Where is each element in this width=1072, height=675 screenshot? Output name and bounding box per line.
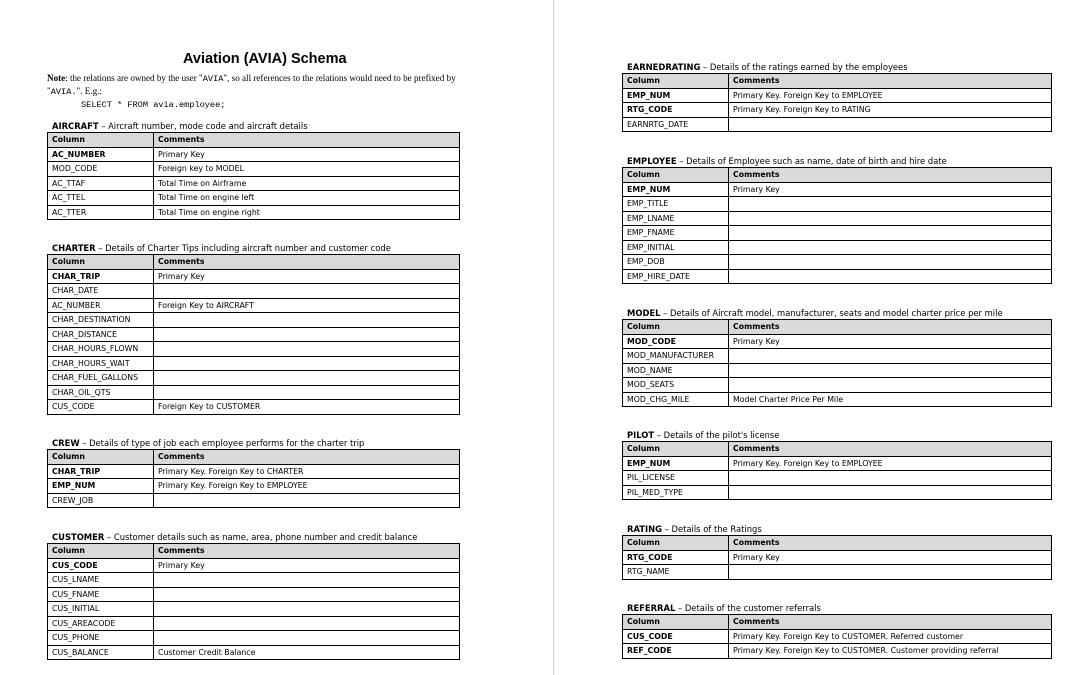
column-name-cell: CUS_INITIAL [48, 602, 154, 617]
schema-table [622, 167, 1052, 284]
header-comments: Comments [154, 255, 460, 270]
section-title [52, 438, 460, 448]
comment-cell: Primary Key. Foreign Key to CUSTOMER. Customer providing referral [729, 644, 1052, 659]
comment-cell [729, 211, 1052, 226]
comment-cell: Foreign key to MODEL [154, 162, 460, 177]
column-name-cell: CUS_PHONE [48, 631, 154, 646]
section-charter [47, 243, 460, 415]
table-row [48, 602, 460, 617]
table-row [623, 226, 1052, 241]
comment-cell: Primary Key [729, 182, 1052, 197]
column-name-cell: RTG_CODE [623, 103, 729, 118]
table-header-row [623, 74, 1052, 89]
header-column: Column [623, 168, 729, 183]
table-description: – Details of Charter Tips including aircraft number and customer code [95, 243, 391, 253]
section-pilot [622, 430, 1052, 500]
comment-cell [154, 327, 460, 342]
header-comments: Comments [729, 615, 1052, 630]
comment-cell: Model Charter Price Per Mile [729, 392, 1052, 407]
comment-cell: Primary Key. Foreign Key to EMPLOYEE [154, 479, 460, 494]
comment-cell: Foreign Key to CUSTOMER [154, 400, 460, 415]
comment-cell: Primary Key [729, 550, 1052, 565]
comment-cell [729, 117, 1052, 132]
table-description: – Details of Aircraft model, manufacturer, seats and model charter price per mile [660, 308, 1003, 318]
table-row [48, 371, 460, 386]
comment-cell [729, 226, 1052, 241]
column-name-cell: EMP_FNAME [623, 226, 729, 241]
section-employee [622, 156, 1052, 284]
note-owner: AVIA [202, 74, 224, 84]
column-name-cell: RTG_NAME [623, 565, 729, 580]
table-row [623, 334, 1052, 349]
table-row [48, 147, 460, 162]
table-row [623, 471, 1052, 486]
column-name-cell: CUS_CODE [48, 558, 154, 573]
table-row [48, 464, 460, 479]
comment-cell [154, 356, 460, 371]
header-comments: Comments [729, 74, 1052, 89]
column-name-cell: CHAR_TRIP [48, 269, 154, 284]
table-row [48, 327, 460, 342]
section-aircraft [47, 121, 460, 220]
note-paragraph [47, 72, 467, 111]
section-title [627, 524, 1052, 534]
comment-cell: Primary Key [154, 558, 460, 573]
section-title [627, 430, 1052, 440]
comment-cell [154, 342, 460, 357]
table-row [623, 644, 1052, 659]
column-name-cell: REF_CODE [623, 644, 729, 659]
table-row [623, 485, 1052, 500]
column-name-cell: PIL_MED_TYPE [623, 485, 729, 500]
table-header-row [623, 536, 1052, 551]
column-name-cell: CHAR_FUEL_GALLONS [48, 371, 154, 386]
table-description: – Details of the ratings earned by the employees [700, 62, 908, 72]
table-row [48, 205, 460, 220]
section-title [52, 532, 460, 542]
column-name-cell: CHAR_TRIP [48, 464, 154, 479]
header-column: Column [623, 615, 729, 630]
table-row [48, 385, 460, 400]
schema-table [622, 319, 1052, 407]
table-row [48, 176, 460, 191]
column-name-cell: EMP_HIRE_DATE [623, 269, 729, 284]
column-name-cell: MOD_CODE [623, 334, 729, 349]
table-name: REFERRAL [627, 603, 676, 613]
comment-cell [154, 371, 460, 386]
table-row [623, 456, 1052, 471]
header-column: Column [48, 450, 154, 465]
header-comments: Comments [729, 536, 1052, 551]
table-name: CUSTOMER [52, 532, 105, 542]
table-description: – Details of Employee such as name, date of birth and hire date [676, 156, 947, 166]
table-description: – Aircraft number, mode code and aircraft details [98, 121, 308, 131]
comment-cell [729, 197, 1052, 212]
table-row [48, 269, 460, 284]
table-header-row [48, 255, 460, 270]
column-name-cell: MOD_CHG_MILE [623, 392, 729, 407]
table-row [623, 378, 1052, 393]
column-name-cell: CHAR_DATE [48, 284, 154, 299]
column-name-cell: CREW_JOB [48, 493, 154, 508]
header-column: Column [623, 320, 729, 335]
column-name-cell: CUS_CODE [623, 629, 729, 644]
table-row [48, 616, 460, 631]
table-row [623, 550, 1052, 565]
section-title [52, 243, 460, 253]
comment-cell: Primary Key [729, 334, 1052, 349]
table-row [48, 191, 460, 206]
schema-table [47, 543, 460, 660]
column-name-cell: EMP_DOB [623, 255, 729, 270]
table-header-row [48, 133, 460, 148]
comment-cell: Primary Key [154, 269, 460, 284]
column-name-cell: RTG_CODE [623, 550, 729, 565]
comment-cell [154, 573, 460, 588]
table-description: – Details of type of job each employee performs for the charter trip [79, 438, 365, 448]
schema-table [47, 254, 460, 415]
header-comments: Comments [729, 168, 1052, 183]
schema-table [47, 132, 460, 220]
comment-cell: Foreign Key to AIRCRAFT [154, 298, 460, 313]
note-text-2: ", so all references to the relations would need to be prefixed by " [47, 73, 456, 96]
comment-cell: Primary Key [154, 147, 460, 162]
table-row [623, 349, 1052, 364]
comment-cell: Primary Key. Foreign Key to CUSTOMER. Referred customer [729, 629, 1052, 644]
table-description: – Details of the Ratings [662, 524, 762, 534]
table-header-row [623, 615, 1052, 630]
table-row [623, 363, 1052, 378]
schema-table [622, 614, 1052, 659]
column-name-cell: CHAR_DISTANCE [48, 327, 154, 342]
table-row [623, 392, 1052, 407]
table-row [48, 284, 460, 299]
header-comments: Comments [729, 442, 1052, 457]
table-row [48, 587, 460, 602]
table-row [48, 645, 460, 660]
comment-cell [729, 485, 1052, 500]
header-comments: Comments [729, 320, 1052, 335]
header-column: Column [623, 74, 729, 89]
comment-cell: Customer Credit Balance [154, 645, 460, 660]
column-name-cell: PIL_LICENSE [623, 471, 729, 486]
table-description: – Details of the customer referrals [675, 603, 821, 613]
comment-cell [729, 240, 1052, 255]
header-column: Column [623, 442, 729, 457]
table-row [623, 240, 1052, 255]
comment-cell: Total Time on engine left [154, 191, 460, 206]
table-row [48, 493, 460, 508]
comment-cell [729, 378, 1052, 393]
note-text-1: : the relations are owned by the user " [65, 73, 203, 83]
table-row [623, 182, 1052, 197]
column-name-cell: CUS_CODE [48, 400, 154, 415]
table-name: EMPLOYEE [627, 156, 677, 166]
column-name-cell: EMP_TITLE [623, 197, 729, 212]
column-name-cell: EMP_LNAME [623, 211, 729, 226]
header-comments: Comments [154, 544, 460, 559]
column-name-cell: EARNRTG_DATE [623, 117, 729, 132]
column-name-cell: AC_TTEL [48, 191, 154, 206]
column-name-cell: AC_TTAF [48, 176, 154, 191]
note-label: Note [47, 73, 66, 83]
column-name-cell: EMP_NUM [623, 88, 729, 103]
column-name-cell: CHAR_HOURS_FLOWN [48, 342, 154, 357]
page-divider [553, 0, 554, 675]
column-name-cell: AC_TTER [48, 205, 154, 220]
note-prefix: AVIA. [50, 87, 77, 97]
schema-table [47, 449, 460, 508]
table-name: PILOT [627, 430, 655, 440]
column-name-cell: CHAR_HOURS_WAIT [48, 356, 154, 371]
table-name: RATING [627, 524, 662, 534]
table-description: – Details of the pilot's license [654, 430, 780, 440]
header-comments: Comments [154, 133, 460, 148]
comment-cell [154, 602, 460, 617]
table-header-row [48, 450, 460, 465]
section-crew [47, 438, 460, 508]
section-title [52, 121, 460, 131]
table-row [623, 197, 1052, 212]
section-referral [622, 603, 1052, 659]
table-row [623, 629, 1052, 644]
table-name: EARNEDRATING [627, 62, 701, 72]
table-row [623, 565, 1052, 580]
table-row [48, 313, 460, 328]
column-name-cell: CUS_AREACODE [48, 616, 154, 631]
schema-table [622, 73, 1052, 132]
table-row [48, 573, 460, 588]
sql-example: SELECT * FROM avia.employee; [81, 100, 226, 110]
schema-table [622, 535, 1052, 580]
table-header-row [623, 442, 1052, 457]
header-column: Column [48, 255, 154, 270]
comment-cell [729, 269, 1052, 284]
section-earnedrating [622, 62, 1052, 132]
table-row [48, 479, 460, 494]
document-title: Aviation (AVIA) Schema [183, 51, 347, 67]
table-row [48, 342, 460, 357]
comment-cell [729, 565, 1052, 580]
table-name: AIRCRAFT [52, 121, 99, 131]
table-header-row [48, 544, 460, 559]
header-comments: Comments [154, 450, 460, 465]
table-row [48, 356, 460, 371]
section-rating [622, 524, 1052, 580]
comment-cell [154, 385, 460, 400]
table-row [623, 269, 1052, 284]
header-column: Column [48, 544, 154, 559]
column-name-cell: EMP_NUM [623, 182, 729, 197]
column-name-cell: AC_NUMBER [48, 147, 154, 162]
comment-cell: Primary Key. Foreign Key to EMPLOYEE [729, 456, 1052, 471]
column-name-cell: EMP_NUM [48, 479, 154, 494]
column-name-cell: CUS_FNAME [48, 587, 154, 602]
table-row [48, 162, 460, 177]
table-name: MODEL [627, 308, 661, 318]
table-row [623, 88, 1052, 103]
table-description: – Customer details such as name, area, phone number and credit balance [104, 532, 418, 542]
comment-cell: Total Time on engine right [154, 205, 460, 220]
section-title [627, 603, 1052, 613]
section-model [622, 308, 1052, 407]
comment-cell [729, 255, 1052, 270]
comment-cell: Primary Key. Foreign Key to EMPLOYEE [729, 88, 1052, 103]
comment-cell: Primary Key. Foreign Key to RATING [729, 103, 1052, 118]
column-name-cell: CUS_BALANCE [48, 645, 154, 660]
section-title [627, 62, 1052, 72]
section-customer [47, 532, 460, 660]
table-row [48, 298, 460, 313]
comment-cell [729, 349, 1052, 364]
table-row [623, 117, 1052, 132]
comment-cell [729, 471, 1052, 486]
note-text-3: ". E.g.: [76, 86, 102, 96]
comment-cell [154, 284, 460, 299]
column-name-cell: EMP_INITIAL [623, 240, 729, 255]
header-column: Column [48, 133, 154, 148]
table-row [48, 400, 460, 415]
comment-cell [154, 616, 460, 631]
column-name-cell: CHAR_DESTINATION [48, 313, 154, 328]
comment-cell [154, 631, 460, 646]
table-row [48, 631, 460, 646]
column-name-cell: CUS_LNAME [48, 573, 154, 588]
table-row [623, 103, 1052, 118]
table-name: CHARTER [52, 243, 96, 253]
section-title [627, 308, 1052, 318]
table-name: CREW [52, 438, 80, 448]
column-name-cell: MOD_SEATS [623, 378, 729, 393]
table-row [623, 211, 1052, 226]
section-title [627, 156, 1052, 166]
table-header-row [623, 168, 1052, 183]
comment-cell [154, 493, 460, 508]
table-row [48, 558, 460, 573]
comment-cell [154, 313, 460, 328]
comment-cell [154, 587, 460, 602]
comment-cell [729, 363, 1052, 378]
comment-cell: Primary Key. Foreign Key to CHARTER [154, 464, 460, 479]
column-name-cell: EMP_NUM [623, 456, 729, 471]
header-column: Column [623, 536, 729, 551]
column-name-cell: CHAR_OIL_QTS [48, 385, 154, 400]
column-name-cell: MOD_CODE [48, 162, 154, 177]
column-name-cell: MOD_MANUFACTURER [623, 349, 729, 364]
comment-cell: Total Time on Airframe [154, 176, 460, 191]
column-name-cell: AC_NUMBER [48, 298, 154, 313]
column-name-cell: MOD_NAME [623, 363, 729, 378]
schema-table [622, 441, 1052, 500]
table-header-row [623, 320, 1052, 335]
table-row [623, 255, 1052, 270]
